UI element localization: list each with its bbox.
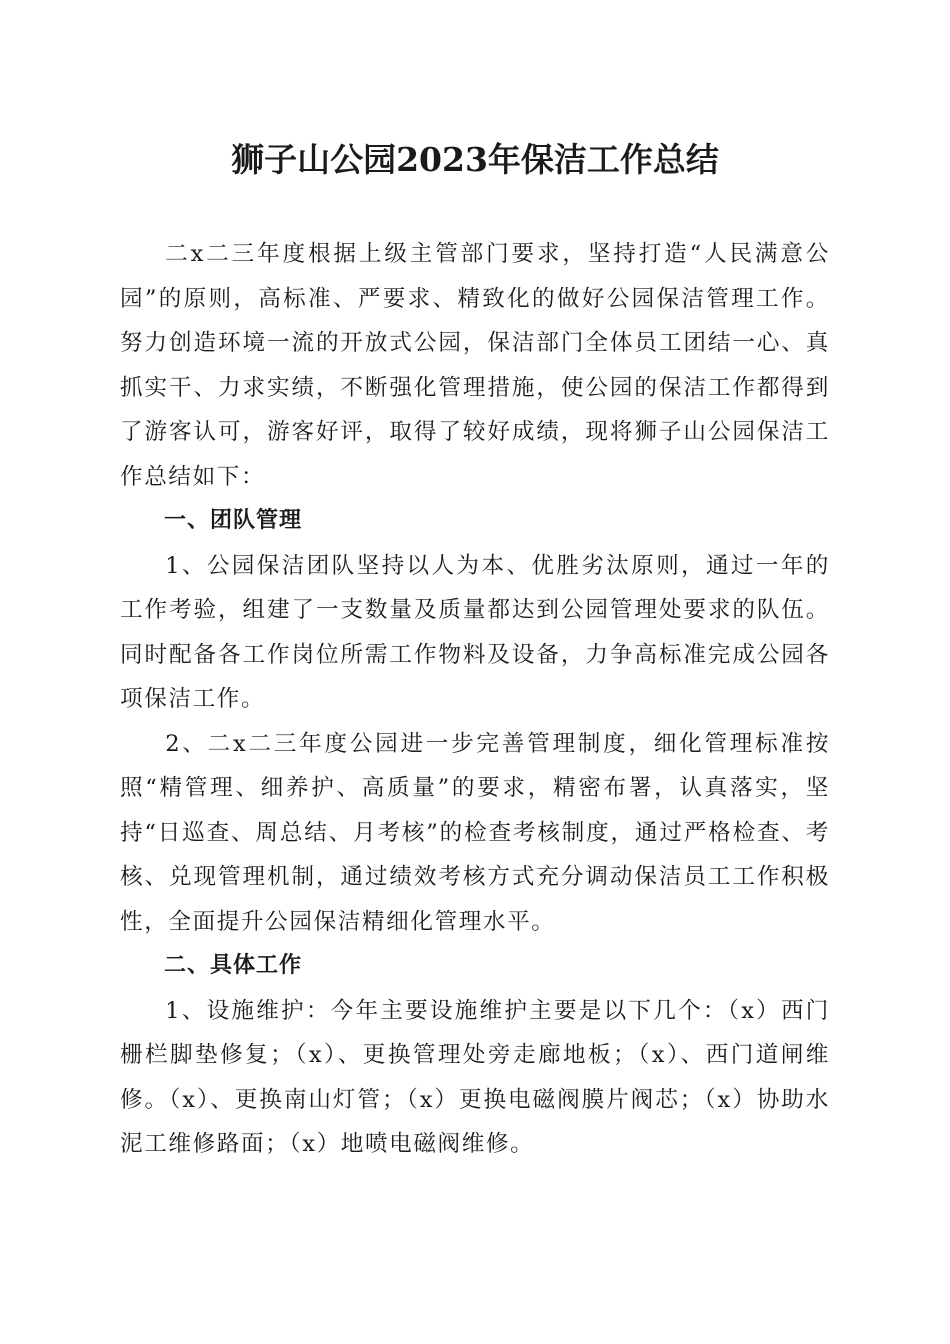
section-paragraph: 1、公园保洁团队坚持以人为本、优胜劣汰原则，通过一年的工作考验，组建了一支数量及质量都达到公园管理处要求的队伍。同时配备各工作岗位所需工作物料及设备，力争高标准完成公园各项保洁工作。 xyxy=(120,552,830,712)
intro-paragraph: 二x二三年度根据上级主管部门要求，坚持打造“人民满意公园”的原则，高标准、严要求、精致化的做好公园保洁管理工作。努力创造环境一流的开放式公园，保洁部门全体员工团结一心、真抓实干、力求实绩，不断强化管理措施，使公园的保洁工作都得到了游客认可，游客好评，取得了较好成绩，现将狮子山公园保洁工作总结如下： xyxy=(120,241,830,490)
section-heading-team-management: 一、团队管理 xyxy=(164,508,303,533)
section-paragraph: 2、二x二三年度公园进一步完善管理制度，细化管理标准按照“精管理、细养护、高质量”的要求，精密布署，认真落实，坚持“日巡查、周总结、月考核”的检查考核制度，通过严格检查、考核、兑现管理机制，通过绩效考核方式充分调动保洁员工工作积极性，全面提升公园保洁精细化管理水平。 xyxy=(120,730,830,935)
document-body xyxy=(120,232,830,1167)
document-title: 狮子山公园2023年保洁工作总结 xyxy=(231,140,719,179)
section-heading-specific-work: 二、具体工作 xyxy=(164,953,303,978)
section-paragraph: 1、设施维护：今年主要设施维护主要是以下几个：（x）西门栅栏脚垫修复；（x）、更换管理处旁走廊地板；（x）、西门道闸维修。（x）、更换南山灯管；（x）更换电磁阀膜片阀芯；（x）协助水泥工维修路面；（x）地喷电磁阀维修。 xyxy=(120,997,830,1157)
